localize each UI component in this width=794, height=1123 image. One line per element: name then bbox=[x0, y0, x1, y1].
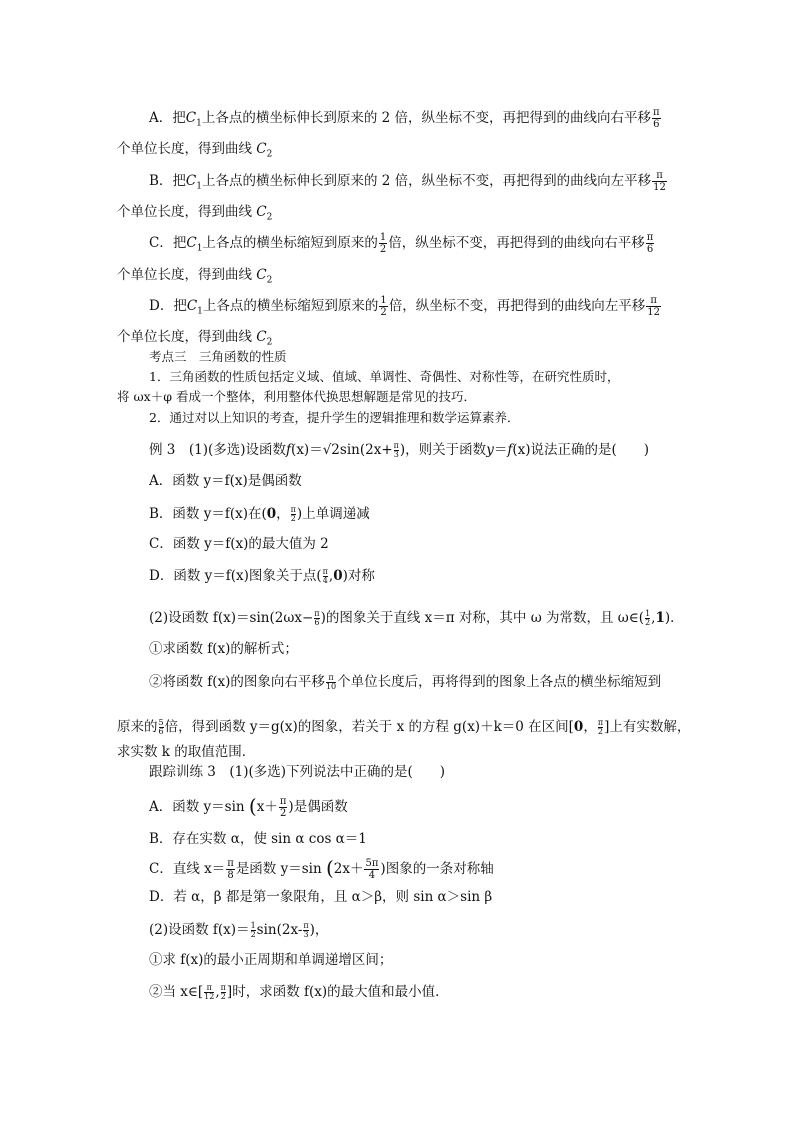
example3-q1: ①求函数 f(x)的解析式； bbox=[149, 641, 298, 657]
tracking3-option-a: A．函数 y＝sin (x＋ $\frac{\pi}{2}$ )是偶函数 bbox=[149, 794, 348, 819]
option-d-label: D．把 bbox=[149, 298, 187, 314]
section-para2: 2．通过对以上知识的考查，提升学生的逻辑推理和数学运算素养． bbox=[149, 410, 520, 425]
example3-q2-line3: 求实数 k 的取值范围． bbox=[117, 744, 256, 760]
example3-q2-line2: 原来的 $\frac{5}{6}$ 倍，得到函数 y＝g(x)的图象，若关于 x 的方程 g(x)＋k＝0 在区间[0， $\frac{\pi}{2}$ ]上有实数解， bbox=[117, 718, 691, 736]
tracking3-option-c: C．直线 x＝ $\frac{\pi}{8}$ 是函数 y＝sin (2x＋ $\frac{5\pi}{4}$ )图象的一条对称轴 bbox=[149, 856, 494, 881]
section-title: 考点三 三角函数的性质 bbox=[149, 349, 287, 364]
fraction: $\frac{5\pi}{4}$ bbox=[365, 858, 379, 881]
example3-q2-line1: ②将函数 f(x)的图象向右平移 $\frac{\pi}{10}$ 个单位长度后，再将得到的图象上各点的横坐标缩短到 bbox=[149, 673, 662, 691]
fraction: $\frac{1}{2}$ bbox=[645, 609, 651, 627]
fraction: $\frac{\pi}{12}$ bbox=[204, 983, 215, 1001]
fraction: $\frac{5}{6}$ bbox=[158, 718, 164, 736]
option-d-line2: 个单位长度，得到曲线 $C_2$ bbox=[117, 329, 273, 348]
fraction: $\frac{\pi}{6}$ bbox=[653, 107, 660, 130]
tracking3-q1: ①求 f(x)的最小正周期和单调递增区间； bbox=[149, 952, 393, 968]
fraction: $\frac{\pi}{2}$ bbox=[597, 718, 604, 736]
example3-option-d: D．函数 y＝f(x)图象关于点( $\frac{\pi}{4}$ ,0)对称 bbox=[149, 567, 375, 585]
example3-option-c: C．函数 y＝f(x)的最大值为 2 bbox=[149, 536, 329, 552]
example3-part2: (2)设函数 f(x)＝sin(2ωx− $\frac{\pi}{6}$ )的图象关于直线 x＝π 对称，其中 ω 为常数，且 ω∈( $\frac{1}{2}$ ,1)． bbox=[149, 609, 684, 627]
option-c-label: C．把 bbox=[149, 235, 187, 251]
option-a-line1 bbox=[149, 107, 662, 133]
option-c-line1: C．把$C_1$上各点的横坐标缩短到原来的 $\frac{1}{2}$ 倍，纵坐标不变，再把得到的曲线向右平移 $\frac{\pi}{6}$ bbox=[149, 232, 654, 255]
option-a-text: 上各点的横坐标伸长到原来的 2 倍，纵坐标不变，再把得到的曲线向右平移 bbox=[201, 110, 651, 126]
curve-c1-sub: 1 bbox=[196, 118, 202, 129]
fraction: $\frac{\pi}{4}$ bbox=[322, 567, 328, 585]
fraction: $\frac{\pi}{3}$ bbox=[303, 921, 309, 939]
fraction: $\frac{\pi}{12}$ bbox=[653, 170, 666, 193]
section-para1a: 1．三角函数的性质包括定义域、值域、单调性、奇偶性、对称性等，在研究性质时， bbox=[149, 369, 620, 384]
fraction: $\frac{1}{2}$ bbox=[379, 232, 387, 255]
fraction: $\frac{\pi}{10}$ bbox=[325, 673, 337, 691]
tracking3-option-d: D．若 α，β 都是第一象限角，且 α＞β，则 sin α＞sin β bbox=[149, 889, 493, 905]
fraction: $\frac{1}{2}$ bbox=[380, 295, 387, 318]
option-a-label: A．把 bbox=[149, 110, 186, 126]
example3-stem: 例 3 (1)(多选)设函数f(x)＝√2sin(2x+ $\frac{\pi}{3}$ )，则关于函数y＝f(x)说法正确的是( ) bbox=[149, 441, 650, 459]
fraction: $\frac{\pi}{6}$ bbox=[646, 232, 654, 255]
fraction: $\frac{\pi}{2}$ bbox=[290, 505, 296, 523]
tracking3-stem: 跟踪训练 3 (1)(多选)下列说法中正确的是( ) bbox=[149, 764, 446, 780]
tracking3-option-b: B．存在实数 α，使 sin α cos α＝1 bbox=[149, 831, 367, 847]
example3-option-b: B．函数 y＝f(x)在(0， $\frac{\pi}{2}$ )上单调递减 bbox=[149, 505, 370, 523]
option-c-line2: 个单位长度，得到曲线 $C_2$ bbox=[117, 267, 273, 286]
fraction: $\frac{\pi}{2}$ bbox=[279, 796, 287, 819]
tracking3-part2: (2)设函数 f(x)＝ $\frac{1}{2}$ sin(2x- $\frac{\pi}{3}$ )， bbox=[149, 921, 329, 939]
option-d-line1: D．把$C_1$上各点的横坐标缩短到原来的 $\frac{1}{2}$ 倍，纵坐标不变，再把得到的曲线向左平移 $\frac{\pi}{12}$ bbox=[149, 295, 661, 318]
section-para1b: 将 ωx＋φ 看成一个整体，利用整体代换思想解题是常见的技巧． bbox=[117, 389, 476, 404]
fraction: $\frac{\pi}{8}$ bbox=[227, 858, 234, 881]
option-b-line2: 个单位长度，得到曲线 $C_2$ bbox=[117, 204, 273, 223]
option-b-label: B．把 bbox=[149, 173, 186, 189]
fraction: $\frac{\pi}{12}$ bbox=[647, 295, 661, 318]
fraction: $\frac{1}{2}$ bbox=[250, 921, 256, 939]
fraction: $\frac{\pi}{2}$ bbox=[220, 983, 226, 1001]
curve-c1: C bbox=[185, 110, 197, 126]
fraction: $\frac{\pi}{3}$ bbox=[393, 441, 399, 459]
tracking3-q2: ②当 x∈[ $\frac{\pi}{12}$ , $\frac{\pi}{2}$ ]时，求函数 f(x)的最大值和最小值． bbox=[149, 983, 449, 1001]
option-b-line1: B．把$C_1$上各点的横坐标伸长到原来的 2 倍，纵坐标不变，再把得到的曲线向左平移 $\frac{\pi}{12}$ bbox=[149, 170, 666, 193]
option-a-line2: 个单位长度，得到曲线 $C_2$ bbox=[117, 141, 273, 160]
fraction: $\frac{\pi}{6}$ bbox=[314, 609, 320, 627]
example3-option-a: A．函数 y＝f(x)是偶函数 bbox=[149, 473, 302, 489]
